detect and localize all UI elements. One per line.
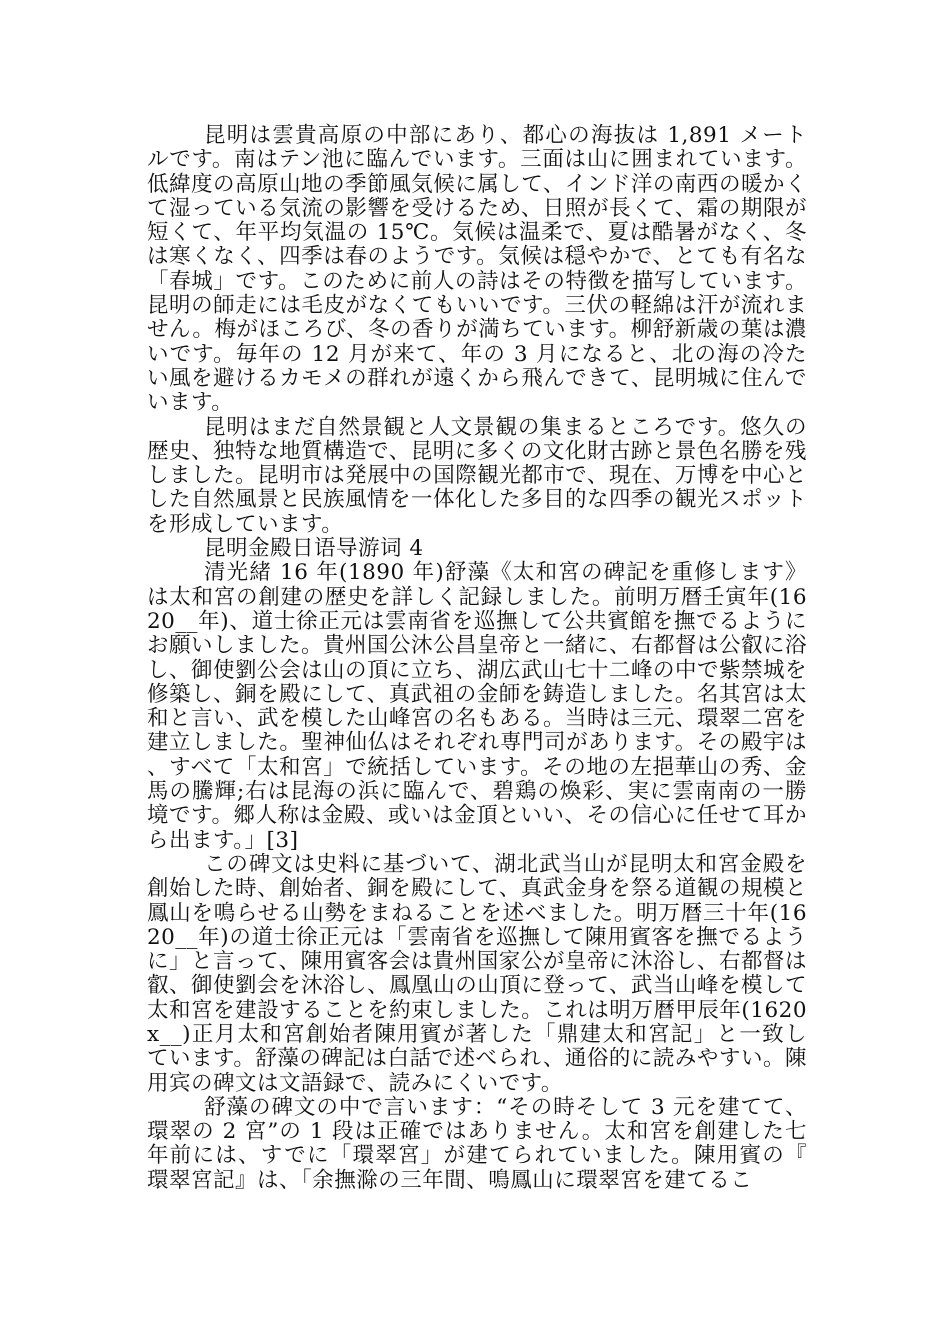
paragraph-kunming-scenery: 昆明はまだ自然景観と人文景観の集まるところです。悠久の歴史、独特な地質構造で、昆明に多くの文化財古跡と景色名勝を残しました。昆明市は発展中の国際観光都市で、現在、万博を中心とした自然風景と民族風情を一体化した多目的な四季の観光スポットを形成しています。 [147,414,808,537]
section-heading: 昆明金殿日语导游词 4 [204,536,424,562]
paragraph-huancui-palace: 舒藻の碑文の中で言います：“その時そして 3 元を建てて、環翠の 2 宮”の 1 段は正確ではありません。太和宮を創建した七年前には、すでに「環翠宮」が建てられていました。陳用賓の『環翠宮記』は、「余撫滁の三年間、鳴鳳山に環翠宮を建てるこ [147,1094,807,1193]
document-page [147,124,807,1193]
paragraph-taihe-history: 清光緒 16 年(1890 年)舒藻《太和宮の碑記を重修します》は太和宮の創建の歴史を詳しく記録しました。前明万暦壬寅年(1620__年)、道士徐正元は雲南省を巡撫して公共賓館を撫でるようにお願いしました。貴州国公沐公昌皇帝と一緒に、右都督は公叡に浴し、御使劉公会は山の頂に立ち、湖広武山七十二峰の中で紫禁城を修築し、銅を殿にして、真武祖の金師を鋳造しました。名其宮は太和と言い、武を模した山峰宮の名もある。当時は三元、環翠二宮を建立しました。聖神仙仏はそれぞれ専門司があります。その殿宇は、すべて「太和宮」で統括しています。その地の左挹華山の秀、金馬の騰輝;右は昆海の浜に臨んで、碧鶏の煥彩、実に雲南南の一勝境です。郷人称は金殿、或いは金頂といい、その信心に任せて耳から出ます。」[3] [147,560,808,853]
paragraph-kunming-climate: 昆明は雲貴高原の中部にあり、都心の海抜は 1,891 メートルです。南はテン池に臨んでいます。三面は山に囲まれています。低緯度の高原山地の季節風気候に属して、インド洋の南西の暖かくて湿っている気流の影響を受けるため、日照が長くて、霜の期限が短くて、年平均気温の 15℃。気候は温柔で、夏は酷暑がなく、冬は寒くなく、四季は春のようです。気候は穏やかで、とても有名な「春城」です。このために前人の詩はその特徴を描写しています。昆明の師走には毛皮がなくてもいいです。三伏の軽綿は汗が流れません。梅がほころび、冬の香りが満ちています。柳舒新歳の葉は濃いです。毎年の 12 月が来て、年の 3 月になると、北の海の冷たい風を避けるカモメの群れが遠くから飛んできて、昆明城に住んでいます。 [147,123,807,416]
paragraph-inscription: この碑文は史料に基づいて、湖北武当山が昆明太和宮金殿を創始した時、創始者、銅を殿にして、真武金身を祭る道観の規模と鳳山を鳴らせる山勢をまねることを述べました。明万暦三十年(1620__年)の道士徐正元は「雲南省を巡撫して陳用賓客を撫でるように」と言って、陳用賓客会は貴州国家公が皇帝に沐浴し、右都督は叡、御使劉会を沐浴し、鳳凰山の山頂に登って、武当山峰を模して太和宮を建設することを約束しました。これは明万暦甲辰年(1620x__)正月太和宮創始者陳用賓が著した「鼎建太和宮記」と一致しています。舒藻の碑記は白話で述べられ、通俗的に読みやすい。陳用宾の碑文は文語録で、読みにくいです。 [147,851,807,1096]
